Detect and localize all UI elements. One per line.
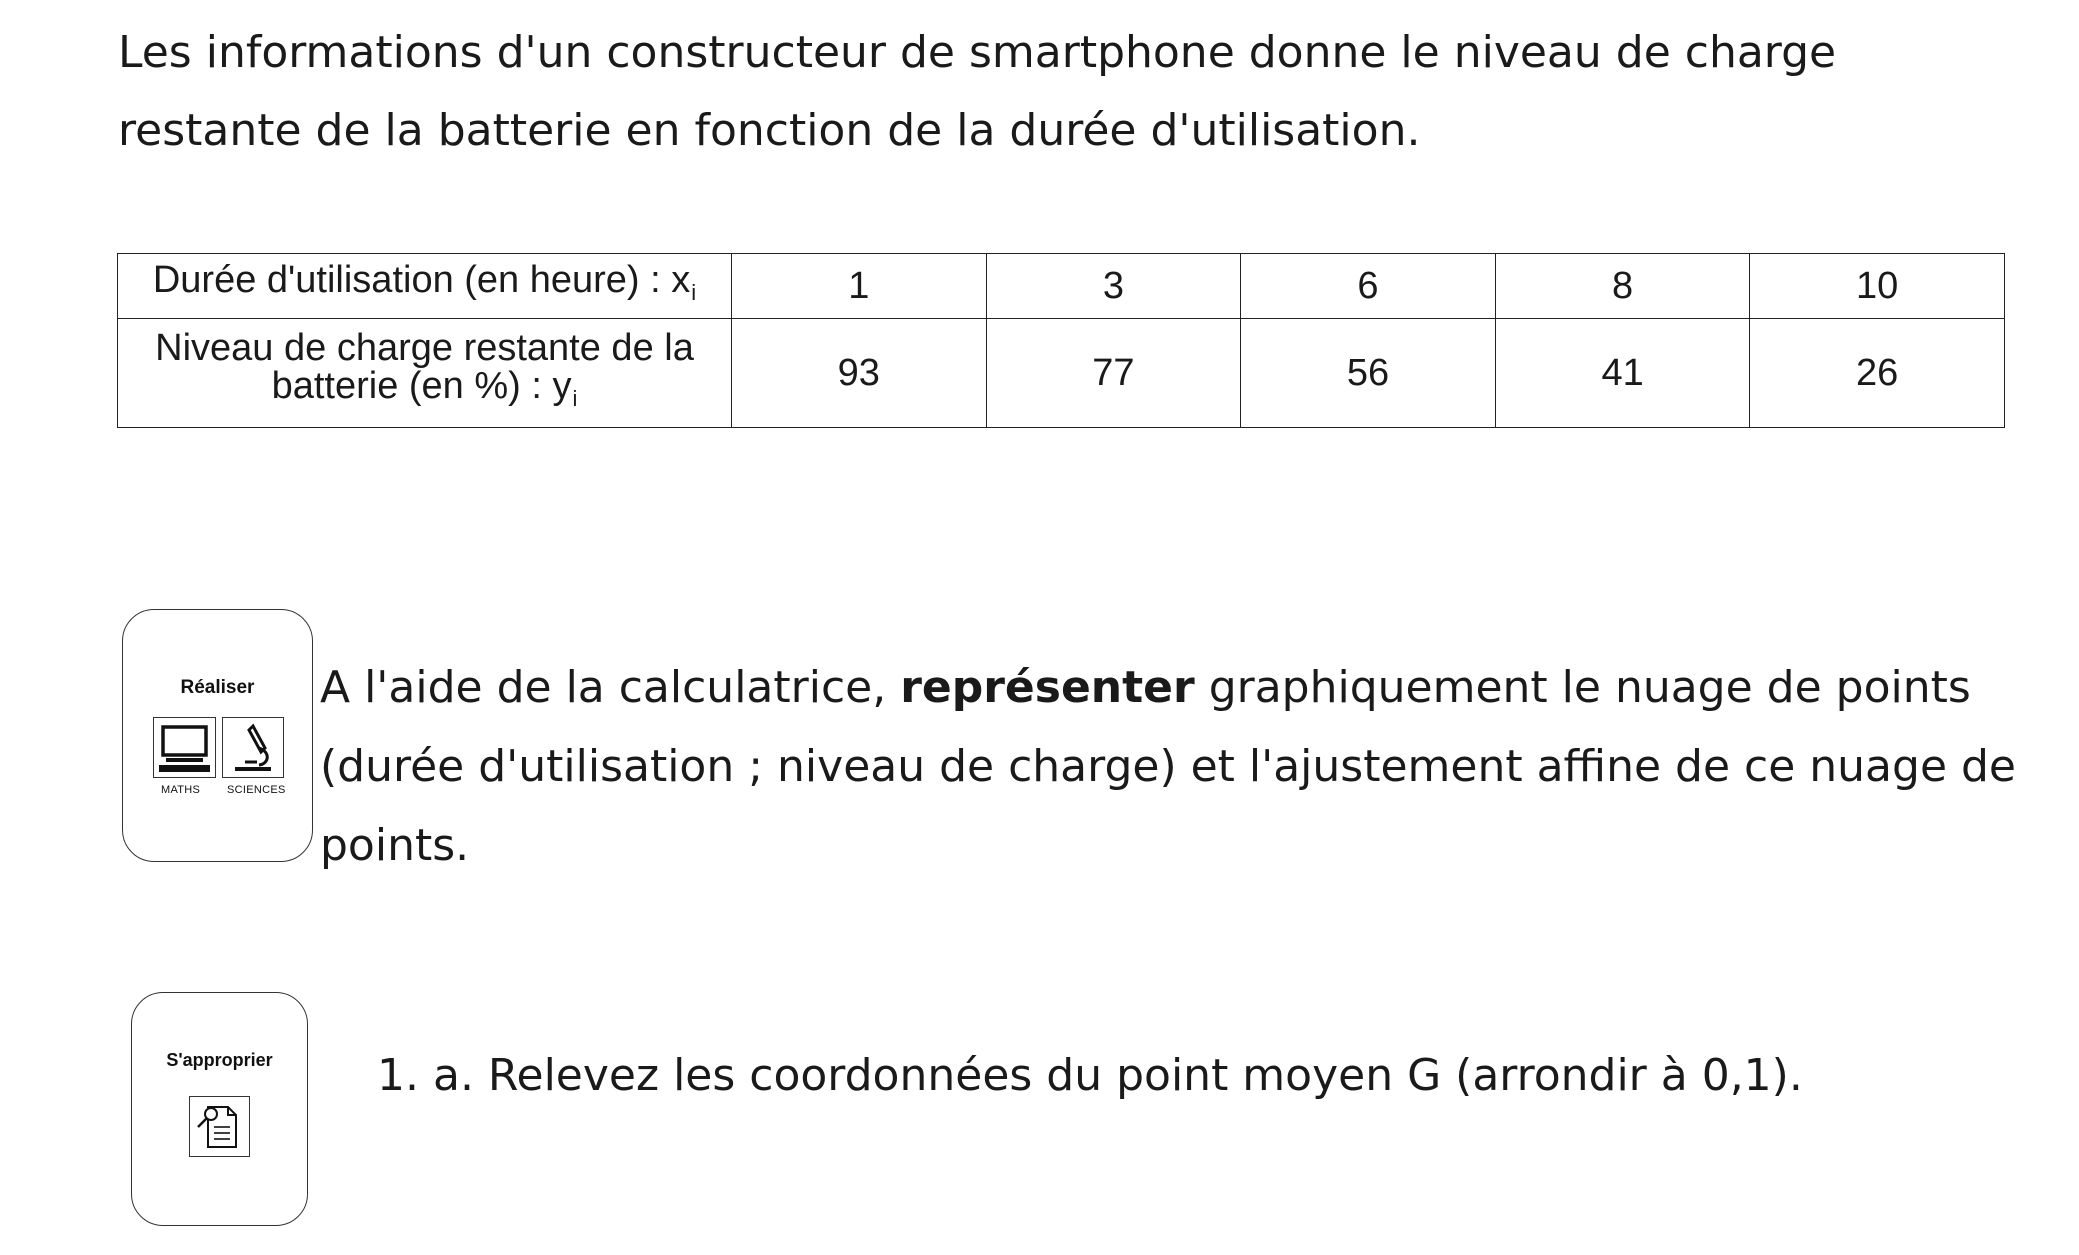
y-value-cell: 77 [986,319,1241,428]
y-header-label: Niveau de charge restante de la batterie (en %) : y [155,326,694,407]
question-number: 1. [377,1050,419,1101]
y-header-cell [118,319,732,428]
x-value-cell: 8 [1495,254,1750,319]
y-header-subscript: i [572,385,578,411]
data-table [117,253,2005,428]
caption-sciences: SCIENCES [227,784,286,796]
badge-label-realiser: Réaliser [180,677,255,698]
caption-maths: MATHS [161,784,201,796]
task-text-after: graphiquement le nuage de points (durée d'utilisation ; niveau de charge) et l'ajustement affine de ce nuage de points. [320,662,2016,871]
x-value-cell: 6 [1241,254,1496,319]
x-header-label: Durée d'utilisation (en heure) : x [152,258,691,301]
intro-paragraph: Les informations d'un constructeur de smartphone donne le niveau de charge restante de la batterie en fonction de la durée d'utilisation. [118,27,1837,156]
badge-label-sapproprier: S'approprier [166,1050,273,1070]
question-text: a. Relevez les coordonnées du point moyen G (arrondir à 0,1). [432,1050,1803,1101]
y-value-cell: 41 [1495,319,1750,428]
competence-badge-realiser [122,609,313,862]
question-1a [377,1046,1803,1106]
y-value-cell: 26 [1750,319,2005,428]
x-header-subscript: i [691,279,697,305]
x-value-cell: 10 [1750,254,2005,319]
task-text-before: A l'aide de la calculatrice, [320,662,901,713]
computer-icon [153,717,216,778]
x-value-cell: 3 [986,254,1241,319]
y-value-cell: 56 [1241,319,1496,428]
microscope-icon [222,717,284,778]
task-keyword: représenter [900,662,1195,713]
competence-badge-sapproprier [131,992,308,1226]
x-header-cell [118,254,732,319]
table-row-y [118,319,2005,428]
document-search-icon [189,1096,250,1157]
table-row-x [118,254,2005,319]
y-value-cell: 93 [732,319,987,428]
x-value-cell: 1 [732,254,987,319]
task-instruction [320,648,2030,885]
